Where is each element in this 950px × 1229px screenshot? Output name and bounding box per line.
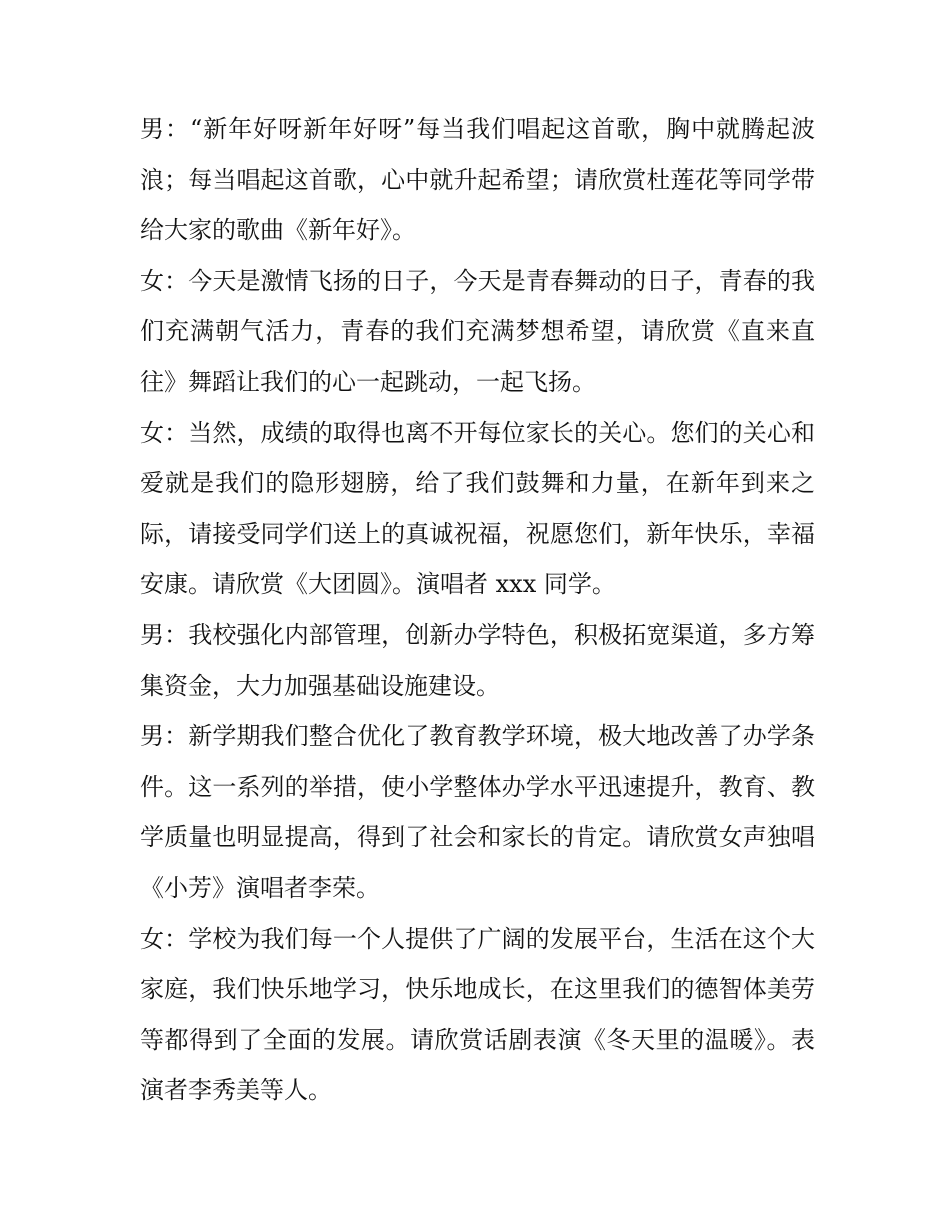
paragraph-school-management: 男：我校强化内部管理，创新办学特色，积极拓宽渠道，多方筹集资金，大力加强基础设施建设。 [140,620,815,700]
paragraph-drama: 女：学校为我们每一个人提供了广阔的发展平台，生活在这个大家庭，我们快乐地学习，快乐地成长，在这里我们的德智体美劳等都得到了全面的发展。请欣赏话剧表演《冬天里的温暖》。表演者李秀美等人。 [140,924,815,1105]
paragraph-new-year-song: 男：“新年好呀新年好呀”每当我们唱起这首歌，胸中就腾起波浪；每当唱起这首歌，心中就升起希望；请欣赏杜莲花等同学带给大家的歌曲《新年好》。 [140,115,815,245]
paragraph-solo-song: 男：新学期我们整合优化了教育教学环境，极大地改善了办学条件。这一系列的举措，使小学整体办学水平迅速提升，教育、教学质量也明显提高，得到了社会和家长的肯定。请欣赏女声独唱《小芳》演唱者李荣。 [140,722,815,902]
document-page [140,104,815,1116]
paragraph-dance: 女：今天是激情飞扬的日子，今天是青春舞动的日子，青春的我们充满朝气活力，青春的我们充满梦想希望，请欣赏《直来直往》舞蹈让我们的心一起跳动，一起飞扬。 [140,266,815,396]
paragraph-parents-thanks: 女：当然，成绩的取得也离不开每位家长的关心。您们的关心和爱就是我们的隐形翅膀，给了我们鼓舞和力量，在新年到来之际，请接受同学们送上的真诚祝福，祝愿您们，新年快乐，幸福安康。请欣赏《大团圆》。演唱者 xxx 同学。 [140,418,815,599]
